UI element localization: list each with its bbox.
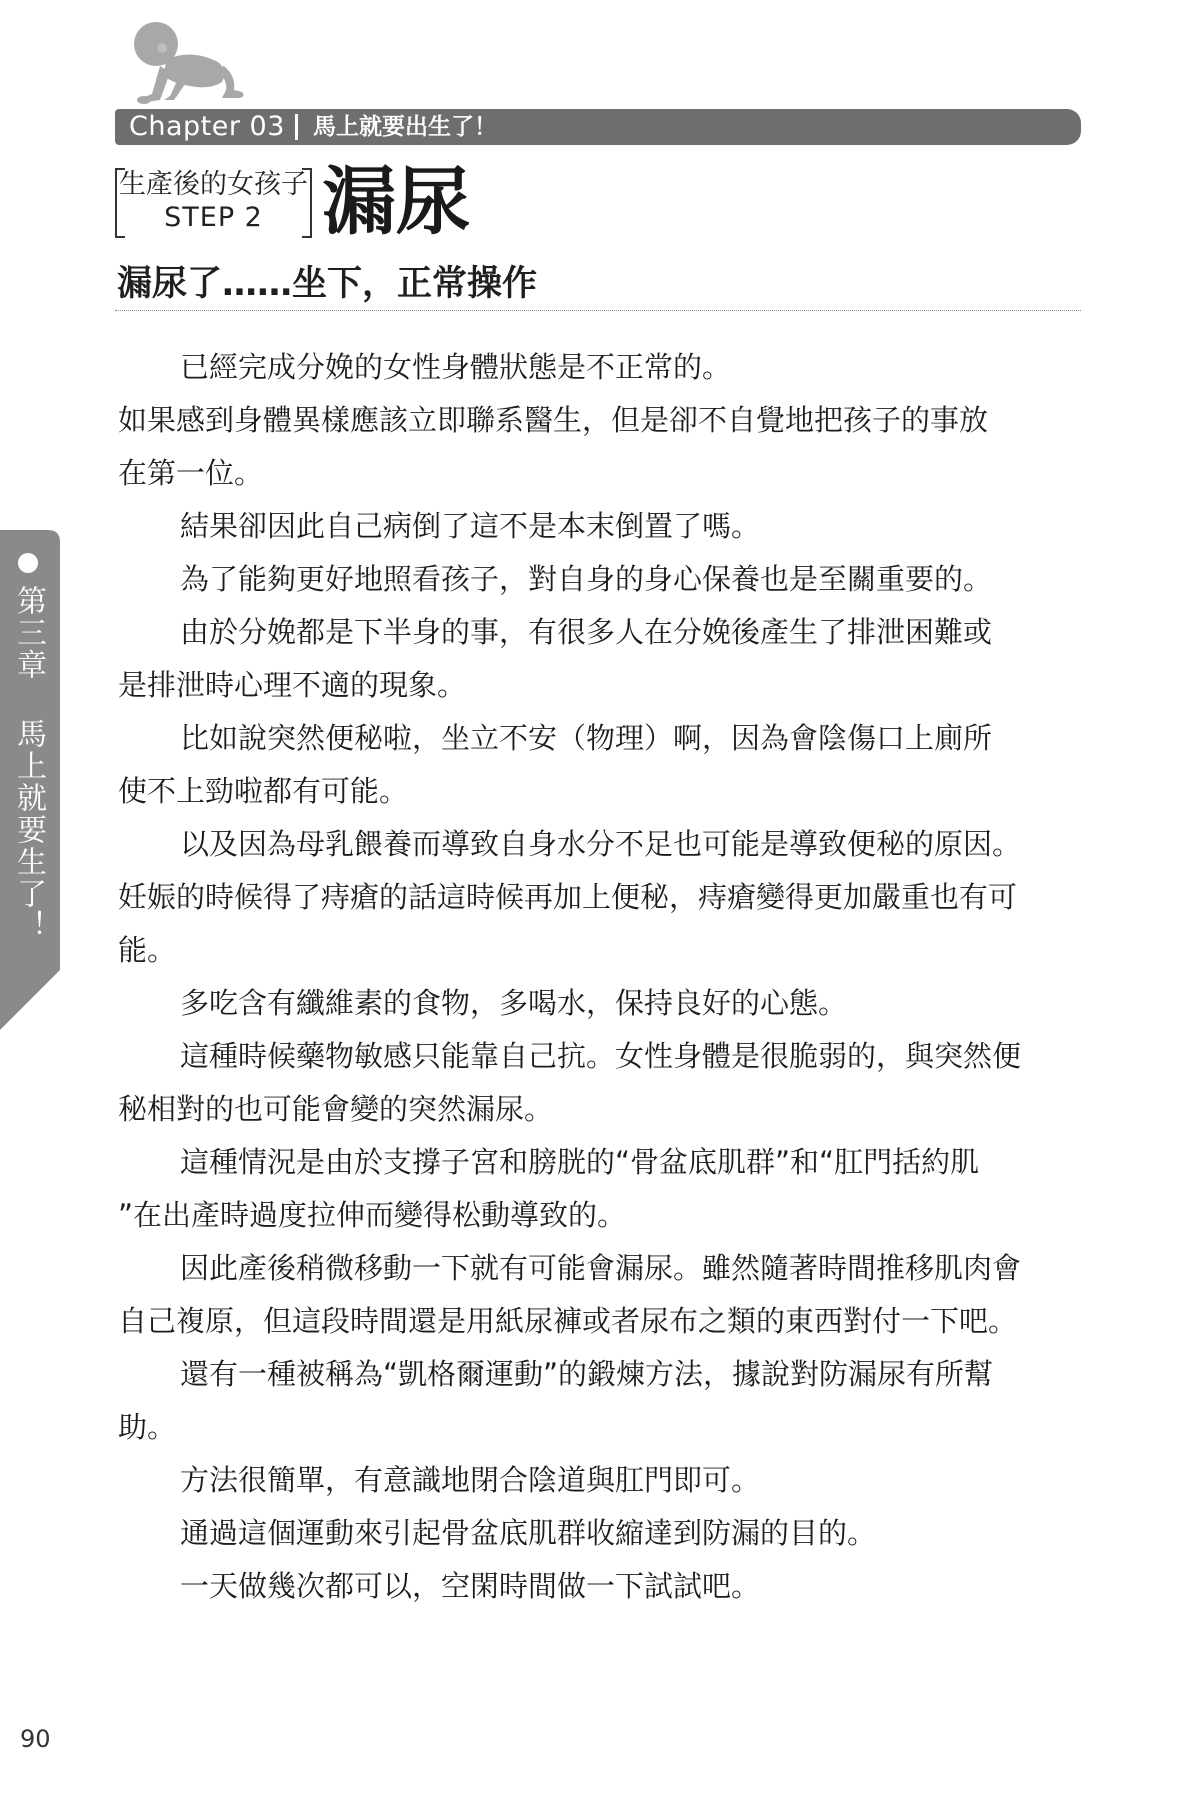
body-line: 結果卻因此自己病倒了這不是本末倒置了嗎。 <box>180 509 761 543</box>
body-line: 是排泄時心理不適的現象。 <box>118 668 467 702</box>
body-line: ”在出產時過度拉伸而變得松動導致的。 <box>118 1198 627 1232</box>
side-tab-label: 第三章 馬上就要生了！ <box>11 585 46 942</box>
body-line: 在第一位。 <box>118 456 264 490</box>
crawling-baby-icon <box>130 18 248 108</box>
body-line: 這種情況是由於支撐子宮和膀胱的“骨盆底肌群”和“肛門括約肌 <box>180 1145 980 1179</box>
chapter-title: 馬上就要出生了！ <box>313 114 497 140</box>
body-line: 妊娠的時候得了痔瘡的話這時候再加上便秘，痔瘡變得更加嚴重也有可 <box>118 880 1018 914</box>
body-line: 秘相對的也可能會變的突然漏尿。 <box>118 1092 554 1126</box>
chapter-divider <box>295 114 298 140</box>
step-number: STEP 2 <box>164 202 263 233</box>
chapter-label: Chapter 03 <box>129 111 285 142</box>
page-title: 漏尿 <box>322 159 470 245</box>
section-subtitle: 漏尿了……坐下，正常操作 <box>117 264 538 304</box>
body-line: 一天做幾次都可以，空閑時間做一下試試吧。 <box>180 1569 761 1603</box>
body-line: 能。 <box>118 933 177 967</box>
body-line: 由於分娩都是下半身的事，有很多人在分娩後產生了排泄困難或 <box>180 615 993 649</box>
body-line: 為了能夠更好地照看孩子，對自身的身心保養也是至關重要的。 <box>180 562 993 596</box>
page-number: 90 <box>20 1725 51 1753</box>
step-box <box>115 168 312 236</box>
body-line: 通過這個運動來引起骨盆底肌群收縮達到防漏的目的。 <box>180 1516 877 1550</box>
subtitle-divider <box>115 310 1081 311</box>
side-tab-bullet-icon <box>18 553 38 573</box>
body-line: 多吃含有纖維素的食物，多喝水，保持良好的心態。 <box>180 986 848 1020</box>
body-line: 比如說突然便秘啦，坐立不安（物理）啊，因為會陰傷口上廁所 <box>180 721 993 755</box>
body-line: 因此產後稍微移動一下就有可能會漏尿。雖然隨著時間推移肌肉會 <box>180 1251 1022 1285</box>
body-line: 以及因為母乳餵養而導致自身水分不足也可能是導致便秘的原因。 <box>180 827 1022 861</box>
body-line: 如果感到身體異樣應該立即聯系醫生，但是卻不自覺地把孩子的事放 <box>118 403 989 437</box>
body-line: 這種時候藥物敏感只能靠自己抗。女性身體是很脆弱的，與突然便 <box>180 1039 1022 1073</box>
chapter-header-bar <box>115 109 1081 145</box>
body-line: 助。 <box>118 1410 177 1444</box>
body-line: 使不上勁啦都有可能。 <box>118 774 409 808</box>
body-line: 已經完成分娩的女性身體狀態是不正常的。 <box>180 350 732 384</box>
step-subtitle: 生產後的女孩子 <box>119 169 308 200</box>
body-line: 方法很簡單，有意識地閉合陰道與肛門即可。 <box>180 1463 761 1497</box>
body-line: 自己複原，但這段時間還是用紙尿褲或者尿布之類的東西對付一下吧。 <box>118 1304 1018 1338</box>
body-line: 還有一種被稱為“凱格爾運動”的鍛煉方法，據說對防漏尿有所幫 <box>180 1357 994 1391</box>
body-text <box>118 341 1068 1613</box>
